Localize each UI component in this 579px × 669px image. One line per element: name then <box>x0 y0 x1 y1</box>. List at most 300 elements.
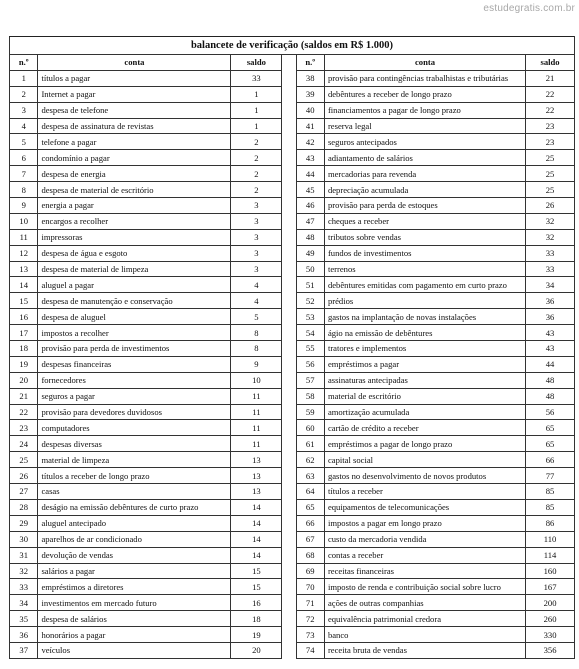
row-number-right: 46 <box>296 198 324 214</box>
row-number-left: 31 <box>10 547 38 563</box>
row-balance-left: 14 <box>231 515 282 531</box>
row-number-right: 38 <box>296 70 324 86</box>
header-account-left: conta <box>38 55 231 71</box>
row-number-left: 36 <box>10 627 38 643</box>
row-balance-left: 11 <box>231 388 282 404</box>
row-balance-left: 4 <box>231 293 282 309</box>
row-balance-right: 33 <box>526 261 575 277</box>
row-account-right: receitas financeiras <box>324 563 525 579</box>
table-row <box>10 86 575 102</box>
table-row <box>10 404 575 420</box>
row-number-left: 33 <box>10 579 38 595</box>
row-number-right: 59 <box>296 404 324 420</box>
column-gap <box>282 547 296 563</box>
column-gap <box>282 341 296 357</box>
column-gap <box>282 484 296 500</box>
header-balance-left: saldo <box>231 55 282 71</box>
row-account-left: despesa de aluguel <box>38 309 231 325</box>
row-number-left: 32 <box>10 563 38 579</box>
row-balance-left: 13 <box>231 452 282 468</box>
table-row <box>10 515 575 531</box>
row-balance-left: 15 <box>231 563 282 579</box>
row-balance-left: 11 <box>231 404 282 420</box>
table-row <box>10 499 575 515</box>
row-number-right: 60 <box>296 420 324 436</box>
table-row <box>10 642 575 658</box>
row-account-left: despesas diversas <box>38 436 231 452</box>
row-number-left: 19 <box>10 356 38 372</box>
table-row <box>10 261 575 277</box>
row-number-right: 64 <box>296 484 324 500</box>
table-row <box>10 420 575 436</box>
row-account-left: aluguel a pagar <box>38 277 231 293</box>
table-row <box>10 325 575 341</box>
column-gap <box>282 531 296 547</box>
row-number-left: 17 <box>10 325 38 341</box>
row-balance-left: 8 <box>231 341 282 357</box>
row-account-left: impressoras <box>38 229 231 245</box>
row-number-right: 53 <box>296 309 324 325</box>
row-balance-right: 48 <box>526 372 575 388</box>
column-gap <box>282 388 296 404</box>
row-account-right: assinaturas antecipadas <box>324 372 525 388</box>
table-row <box>10 531 575 547</box>
row-balance-right: 66 <box>526 452 575 468</box>
table-row <box>10 134 575 150</box>
table-row <box>10 102 575 118</box>
row-balance-right: 26 <box>526 198 575 214</box>
row-account-left: seguros a pagar <box>38 388 231 404</box>
row-balance-right: 32 <box>526 213 575 229</box>
row-number-left: 3 <box>10 102 38 118</box>
column-gap <box>282 404 296 420</box>
row-number-right: 45 <box>296 182 324 198</box>
table-row <box>10 309 575 325</box>
column-gap <box>282 261 296 277</box>
row-balance-right: 86 <box>526 515 575 531</box>
row-balance-right: 25 <box>526 182 575 198</box>
row-account-right: tributos sobre vendas <box>324 229 525 245</box>
row-account-right: material de escritório <box>324 388 525 404</box>
watermark: estudegratis.com.br <box>483 3 575 14</box>
column-gap <box>282 213 296 229</box>
row-balance-left: 10 <box>231 372 282 388</box>
row-number-left: 37 <box>10 642 38 658</box>
table-row <box>10 245 575 261</box>
row-number-left: 12 <box>10 245 38 261</box>
row-account-left: Internet a pagar <box>38 86 231 102</box>
row-number-right: 71 <box>296 595 324 611</box>
column-gap <box>282 499 296 515</box>
row-number-right: 68 <box>296 547 324 563</box>
row-account-left: salários a pagar <box>38 563 231 579</box>
column-gap <box>282 627 296 643</box>
row-balance-right: 260 <box>526 611 575 627</box>
row-number-left: 29 <box>10 515 38 531</box>
column-gap <box>282 150 296 166</box>
column-gap <box>282 277 296 293</box>
row-account-right: equivalência patrimonial credora <box>324 611 525 627</box>
column-gap <box>282 563 296 579</box>
row-account-left: provisão para devedores duvidosos <box>38 404 231 420</box>
column-gap <box>282 452 296 468</box>
table-title: balancete de verificação (saldos em R$ 1.000) <box>10 37 575 55</box>
row-balance-right: 36 <box>526 293 575 309</box>
row-balance-right: 85 <box>526 484 575 500</box>
header-num-left: n.º <box>10 55 38 71</box>
row-account-right: empréstimos a pagar de longo prazo <box>324 436 525 452</box>
row-balance-left: 15 <box>231 579 282 595</box>
row-account-right: equipamentos de telecomunicações <box>324 499 525 515</box>
row-account-left: despesa de salários <box>38 611 231 627</box>
row-number-right: 61 <box>296 436 324 452</box>
row-account-right: impostos a pagar em longo prazo <box>324 515 525 531</box>
row-balance-right: 33 <box>526 245 575 261</box>
table-row <box>10 150 575 166</box>
table-row <box>10 372 575 388</box>
row-number-right: 67 <box>296 531 324 547</box>
row-number-left: 22 <box>10 404 38 420</box>
row-balance-right: 36 <box>526 309 575 325</box>
row-account-right: gastos no desenvolvimento de novos produtos <box>324 468 525 484</box>
row-account-right: debêntures emitidas com pagamento em curto prazo <box>324 277 525 293</box>
column-gap <box>282 595 296 611</box>
row-account-left: energia a pagar <box>38 198 231 214</box>
row-number-right: 44 <box>296 166 324 182</box>
column-gap <box>282 325 296 341</box>
table-row <box>10 229 575 245</box>
table-row <box>10 484 575 500</box>
table-row <box>10 277 575 293</box>
row-balance-right: 330 <box>526 627 575 643</box>
row-balance-left: 3 <box>231 261 282 277</box>
row-number-right: 70 <box>296 579 324 595</box>
row-account-right: receita bruta de vendas <box>324 642 525 658</box>
table-row <box>10 611 575 627</box>
row-number-right: 50 <box>296 261 324 277</box>
column-gap <box>282 198 296 214</box>
row-number-right: 39 <box>296 86 324 102</box>
row-number-right: 55 <box>296 341 324 357</box>
table-row <box>10 198 575 214</box>
column-gap <box>282 579 296 595</box>
row-balance-right: 167 <box>526 579 575 595</box>
row-number-left: 28 <box>10 499 38 515</box>
row-number-left: 16 <box>10 309 38 325</box>
row-number-right: 72 <box>296 611 324 627</box>
row-balance-left: 14 <box>231 499 282 515</box>
row-number-left: 14 <box>10 277 38 293</box>
row-balance-left: 18 <box>231 611 282 627</box>
row-balance-right: 25 <box>526 166 575 182</box>
table-row <box>10 182 575 198</box>
row-account-right: terrenos <box>324 261 525 277</box>
row-account-left: aluguel antecipado <box>38 515 231 531</box>
row-number-left: 20 <box>10 372 38 388</box>
row-account-left: honorários a pagar <box>38 627 231 643</box>
row-number-left: 7 <box>10 166 38 182</box>
row-account-right: títulos a receber <box>324 484 525 500</box>
row-number-left: 23 <box>10 420 38 436</box>
column-gap <box>282 436 296 452</box>
row-number-right: 74 <box>296 642 324 658</box>
row-number-right: 56 <box>296 356 324 372</box>
row-account-left: computadores <box>38 420 231 436</box>
row-number-left: 27 <box>10 484 38 500</box>
row-account-left: despesa de telefone <box>38 102 231 118</box>
row-number-right: 66 <box>296 515 324 531</box>
row-balance-left: 2 <box>231 166 282 182</box>
row-number-left: 18 <box>10 341 38 357</box>
column-gap <box>282 245 296 261</box>
column-gap <box>282 182 296 198</box>
row-balance-left: 16 <box>231 595 282 611</box>
row-balance-left: 3 <box>231 245 282 261</box>
row-account-right: financiamentos a pagar de longo prazo <box>324 102 525 118</box>
row-number-right: 41 <box>296 118 324 134</box>
row-number-left: 4 <box>10 118 38 134</box>
row-balance-right: 22 <box>526 102 575 118</box>
table-row <box>10 436 575 452</box>
row-account-right: empréstimos a pagar <box>324 356 525 372</box>
row-balance-right: 43 <box>526 341 575 357</box>
row-balance-right: 200 <box>526 595 575 611</box>
row-number-right: 73 <box>296 627 324 643</box>
row-balance-right: 34 <box>526 277 575 293</box>
row-number-left: 1 <box>10 70 38 86</box>
row-account-left: aparelhos de ar condicionado <box>38 531 231 547</box>
row-balance-right: 43 <box>526 325 575 341</box>
row-balance-right: 65 <box>526 420 575 436</box>
row-account-right: seguros antecipados <box>324 134 525 150</box>
row-account-right: cheques a receber <box>324 213 525 229</box>
row-number-right: 51 <box>296 277 324 293</box>
table-header-row <box>10 55 575 71</box>
column-gap <box>282 372 296 388</box>
row-number-right: 62 <box>296 452 324 468</box>
table-row <box>10 341 575 357</box>
row-balance-left: 13 <box>231 468 282 484</box>
column-gap <box>282 229 296 245</box>
row-number-right: 57 <box>296 372 324 388</box>
column-gap <box>282 468 296 484</box>
row-balance-left: 1 <box>231 86 282 102</box>
table-row <box>10 213 575 229</box>
table-title-row <box>10 37 575 55</box>
row-account-right: cartão de crédito a receber <box>324 420 525 436</box>
column-gap <box>282 55 296 71</box>
column-gap <box>282 134 296 150</box>
row-number-right: 52 <box>296 293 324 309</box>
row-balance-right: 114 <box>526 547 575 563</box>
row-number-right: 40 <box>296 102 324 118</box>
row-number-right: 65 <box>296 499 324 515</box>
row-account-left: despesa de material de escritório <box>38 182 231 198</box>
column-gap <box>282 102 296 118</box>
row-number-right: 69 <box>296 563 324 579</box>
row-account-right: capital social <box>324 452 525 468</box>
row-account-left: material de limpeza <box>38 452 231 468</box>
row-account-right: gastos na implantação de novas instalações <box>324 309 525 325</box>
row-number-right: 49 <box>296 245 324 261</box>
row-account-right: ágio na emissão de debêntures <box>324 325 525 341</box>
row-number-right: 47 <box>296 213 324 229</box>
row-number-left: 21 <box>10 388 38 404</box>
row-number-left: 2 <box>10 86 38 102</box>
row-account-right: depreciação acumulada <box>324 182 525 198</box>
row-number-left: 25 <box>10 452 38 468</box>
column-gap <box>282 118 296 134</box>
row-balance-right: 356 <box>526 642 575 658</box>
row-balance-right: 23 <box>526 118 575 134</box>
row-account-left: despesa de material de limpeza <box>38 261 231 277</box>
row-balance-left: 14 <box>231 547 282 563</box>
table-row <box>10 563 575 579</box>
row-number-left: 34 <box>10 595 38 611</box>
row-account-right: mercadorias para revenda <box>324 166 525 182</box>
row-balance-left: 8 <box>231 325 282 341</box>
row-number-left: 11 <box>10 229 38 245</box>
row-account-left: fornecedores <box>38 372 231 388</box>
row-account-left: despesa de água e esgoto <box>38 245 231 261</box>
row-account-right: banco <box>324 627 525 643</box>
row-account-left: despesa de manutenção e conservação <box>38 293 231 309</box>
row-number-left: 8 <box>10 182 38 198</box>
table-row <box>10 579 575 595</box>
row-number-right: 63 <box>296 468 324 484</box>
row-balance-left: 14 <box>231 531 282 547</box>
row-number-left: 13 <box>10 261 38 277</box>
row-account-left: casas <box>38 484 231 500</box>
row-balance-left: 33 <box>231 70 282 86</box>
header-account-right: conta <box>324 55 525 71</box>
row-balance-left: 9 <box>231 356 282 372</box>
row-balance-right: 21 <box>526 70 575 86</box>
table-row <box>10 627 575 643</box>
table-row <box>10 118 575 134</box>
table-row <box>10 595 575 611</box>
column-gap <box>282 420 296 436</box>
table-row <box>10 388 575 404</box>
row-balance-left: 13 <box>231 484 282 500</box>
header-balance-right: saldo <box>526 55 575 71</box>
row-balance-right: 44 <box>526 356 575 372</box>
row-account-right: ações de outras companhias <box>324 595 525 611</box>
row-balance-right: 25 <box>526 150 575 166</box>
row-account-right: adiantamento de salários <box>324 150 525 166</box>
row-balance-right: 65 <box>526 436 575 452</box>
row-account-left: despesa de energia <box>38 166 231 182</box>
row-balance-left: 20 <box>231 642 282 658</box>
row-balance-left: 3 <box>231 198 282 214</box>
row-account-left: deságio na emissão debêntures de curto prazo <box>38 499 231 515</box>
row-account-left: provisão para perda de investimentos <box>38 341 231 357</box>
row-balance-left: 19 <box>231 627 282 643</box>
row-balance-right: 77 <box>526 468 575 484</box>
row-account-left: telefone a pagar <box>38 134 231 150</box>
trial-balance-table <box>9 36 575 659</box>
column-gap <box>282 309 296 325</box>
row-balance-left: 11 <box>231 420 282 436</box>
row-number-right: 48 <box>296 229 324 245</box>
row-account-left: despesa de assinatura de revistas <box>38 118 231 134</box>
row-balance-left: 1 <box>231 102 282 118</box>
header-num-right: n.º <box>296 55 324 71</box>
row-account-left: investimentos em mercado futuro <box>38 595 231 611</box>
table-row <box>10 547 575 563</box>
row-account-right: reserva legal <box>324 118 525 134</box>
table-row <box>10 468 575 484</box>
table-row <box>10 166 575 182</box>
row-balance-left: 4 <box>231 277 282 293</box>
row-balance-left: 3 <box>231 229 282 245</box>
row-account-right: fundos de investimentos <box>324 245 525 261</box>
row-account-right: imposto de renda e contribuição social sobre lucro <box>324 579 525 595</box>
row-number-left: 15 <box>10 293 38 309</box>
column-gap <box>282 611 296 627</box>
row-account-left: condomínio a pagar <box>38 150 231 166</box>
row-account-right: provisão para perda de estoques <box>324 198 525 214</box>
row-balance-left: 3 <box>231 213 282 229</box>
table-row <box>10 293 575 309</box>
row-number-left: 35 <box>10 611 38 627</box>
row-balance-right: 85 <box>526 499 575 515</box>
row-balance-left: 11 <box>231 436 282 452</box>
row-balance-right: 23 <box>526 134 575 150</box>
row-balance-left: 2 <box>231 134 282 150</box>
row-account-left: encargos a recolher <box>38 213 231 229</box>
row-balance-right: 22 <box>526 86 575 102</box>
row-account-left: empréstimos a diretores <box>38 579 231 595</box>
row-account-right: custo da mercadoria vendida <box>324 531 525 547</box>
row-number-right: 54 <box>296 325 324 341</box>
row-account-left: títulos a pagar <box>38 70 231 86</box>
table-row <box>10 70 575 86</box>
row-account-left: devolução de vendas <box>38 547 231 563</box>
row-number-right: 43 <box>296 150 324 166</box>
row-number-left: 10 <box>10 213 38 229</box>
column-gap <box>282 293 296 309</box>
row-balance-left: 5 <box>231 309 282 325</box>
row-account-left: títulos a receber de longo prazo <box>38 468 231 484</box>
row-balance-right: 32 <box>526 229 575 245</box>
row-number-left: 9 <box>10 198 38 214</box>
row-number-right: 42 <box>296 134 324 150</box>
row-balance-left: 2 <box>231 182 282 198</box>
table-row <box>10 452 575 468</box>
row-balance-right: 48 <box>526 388 575 404</box>
row-account-right: debêntures a receber de longo prazo <box>324 86 525 102</box>
row-balance-left: 1 <box>231 118 282 134</box>
table-row <box>10 356 575 372</box>
row-number-left: 24 <box>10 436 38 452</box>
row-number-left: 6 <box>10 150 38 166</box>
row-number-left: 26 <box>10 468 38 484</box>
row-number-right: 58 <box>296 388 324 404</box>
column-gap <box>282 86 296 102</box>
row-balance-right: 160 <box>526 563 575 579</box>
row-account-right: provisão para contingências trabalhistas e tributárias <box>324 70 525 86</box>
column-gap <box>282 356 296 372</box>
row-balance-right: 110 <box>526 531 575 547</box>
row-account-right: prédios <box>324 293 525 309</box>
column-gap <box>282 515 296 531</box>
row-account-right: contas a receber <box>324 547 525 563</box>
row-balance-right: 56 <box>526 404 575 420</box>
row-account-right: amortização acumulada <box>324 404 525 420</box>
row-account-right: tratores e implementos <box>324 341 525 357</box>
column-gap <box>282 642 296 658</box>
